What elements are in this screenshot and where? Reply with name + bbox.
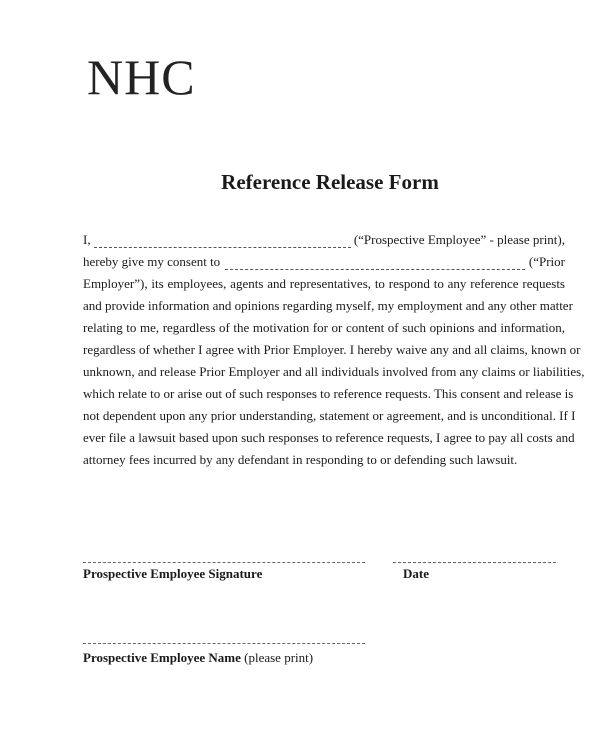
body-line: not dependent upon any prior understanding, statement or agreement, and is unconditional. If I	[83, 408, 576, 423]
name-label-group	[83, 650, 313, 666]
line-text: I,	[83, 232, 91, 247]
body-line: regardless of whether I agree with Prior Employer. I hereby waive any and all claims, known or	[83, 342, 581, 357]
name-label: Prospective Employee Name	[83, 650, 241, 665]
body-line: which relate to or arise out of such responses to reference requests. This consent and release is	[83, 386, 574, 401]
signature-label: Prospective Employee Signature	[83, 566, 263, 581]
body-line: relating to me, regardless of the motivation for or content of such opinions and information,	[83, 320, 565, 335]
line-text: (“Prior	[528, 254, 565, 269]
signature-line[interactable]	[83, 562, 365, 563]
body-line: attorney fees incurred by any defendant in responding to or defending such lawsuit.	[83, 452, 518, 467]
date-label: Date	[403, 566, 429, 581]
date-line[interactable]	[393, 562, 556, 563]
body-line: and provide information and opinions regarding myself, my employment and any other matter	[83, 298, 573, 313]
form-title: Reference Release Form	[221, 170, 439, 194]
line-text: hereby give my consent to	[83, 254, 221, 269]
line-text: (“Prospective Employee” - please print),	[353, 232, 565, 247]
prior-employer-line	[83, 254, 565, 270]
body-line: unknown, and release Prior Employer and all individuals involved from any claims or liabilities,	[83, 364, 585, 379]
body-line: ever file a lawsuit based upon such responses to reference requests, I agree to pay all costs and	[83, 430, 575, 445]
employee-name-line	[83, 232, 565, 248]
employee-name-blank[interactable]	[94, 237, 351, 248]
name-line[interactable]	[83, 643, 365, 644]
name-note: (please print)	[244, 650, 314, 665]
prior-employer-blank[interactable]	[225, 259, 525, 270]
body-line: Employer”), its employees, agents and representatives, to respond to any reference requests	[83, 276, 565, 291]
company-logo: NHC	[87, 49, 196, 105]
